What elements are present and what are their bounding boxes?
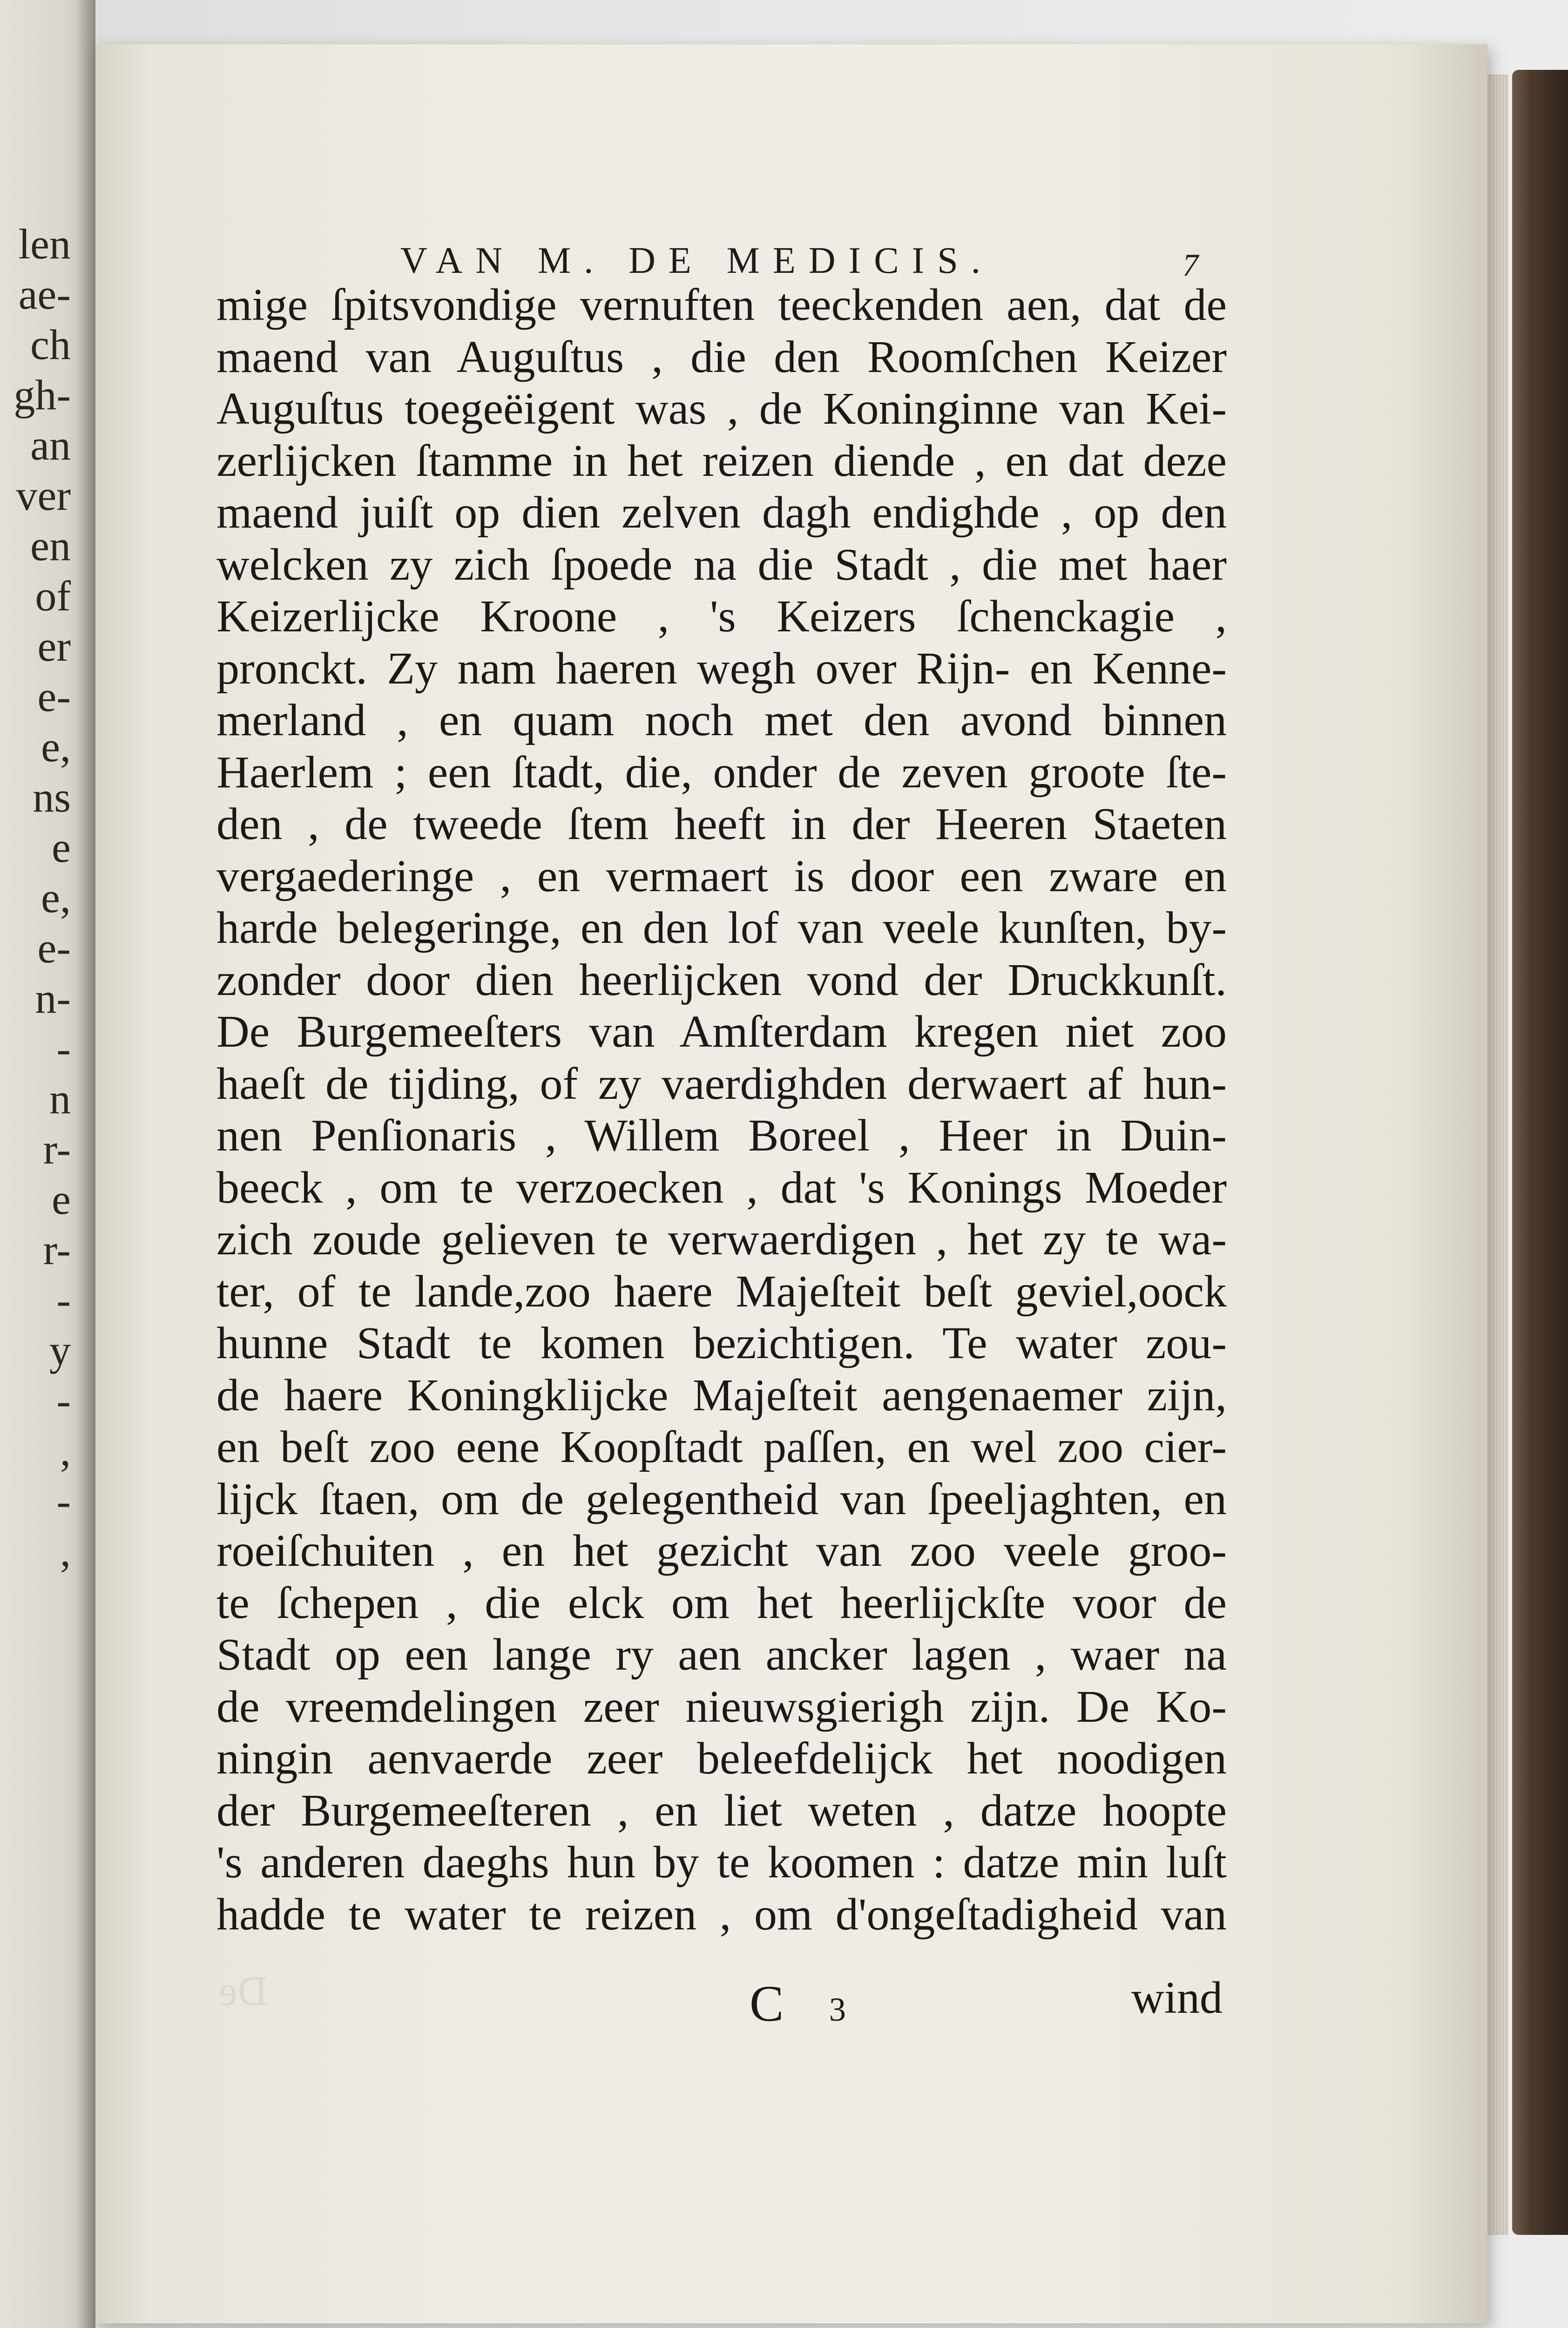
catchword: wind: [1131, 1973, 1223, 2023]
left-page-fragment: n-: [35, 975, 71, 1022]
text-line: vergaederinge , en vermaert is door een zware en: [216, 851, 1227, 901]
text-line: hadde te water te reizen , om d'ongeſtadigheid van: [216, 1889, 1227, 1940]
text-line: Stadt op een lange ry aen ancker lagen , waer na: [216, 1630, 1227, 1680]
text-line: zerlijcken ſtamme in het reizen diende , en dat deze: [216, 435, 1227, 486]
left-page-fragment: e-: [37, 924, 71, 972]
text-line: beeck , om te verzoecken , dat 's Konings Moeder: [216, 1162, 1227, 1213]
left-page-fragment: e: [52, 1176, 71, 1223]
left-page-fragment: -: [56, 1377, 71, 1424]
left-page-text-fragments: [0, 219, 88, 1577]
text-line: te ſchepen , die elck om het heerlijckſte voor de: [216, 1577, 1227, 1628]
left-page-fragment: e-: [37, 673, 71, 720]
left-page-fragment: r-: [43, 1226, 71, 1273]
left-page-fragment: -: [56, 1477, 71, 1525]
left-page-fragment: ,: [60, 1528, 71, 1575]
book-binding: [1512, 70, 1568, 2235]
text-line: ningin aenvaerde zeer beleefdelijck het noodigen: [216, 1733, 1227, 1784]
text-line: hunne Stadt te komen bezichtigen. Te water zou-: [216, 1318, 1227, 1368]
show-through-text: De: [219, 1968, 268, 2014]
text-line: merland , en quam noch met den avond binnen: [216, 695, 1227, 745]
text-line: lijck ſtaen, om de gelegentheid van ſpeeljaghten, en: [216, 1474, 1227, 1524]
text-line: De Burgemeeſters van Amſterdam kregen niet zoo: [216, 1007, 1227, 1057]
text-line: 's anderen daeghs hun by te koomen : datze min luſt: [216, 1837, 1227, 1888]
text-line: de vreemdelingen zeer nieuwsgierigh zijn. De Ko-: [216, 1681, 1227, 1732]
left-page-fragment: -: [56, 1025, 71, 1072]
left-page-fragment: n: [49, 1075, 71, 1123]
running-title: VAN M. DE MEDICIS.: [400, 240, 994, 281]
left-page-fragment: e,: [41, 874, 71, 921]
left-page-fragment: er: [37, 623, 71, 670]
page-number: 7: [1183, 247, 1198, 283]
left-page-fragment: en: [30, 522, 71, 569]
left-page-fragment: y: [49, 1326, 71, 1374]
text-line: maend juiſt op dien zelven dagh endighde , op den: [216, 487, 1227, 538]
gutter-shadow: [77, 0, 95, 2328]
left-page-fragment: r-: [43, 1125, 71, 1173]
left-page-fragment: e,: [41, 723, 71, 771]
left-page-fragment: -: [56, 1276, 71, 1324]
text-line: zich zoude gelieven te verwaerdigen , het zy te wa-: [216, 1214, 1227, 1265]
left-page-fragment: of: [35, 572, 71, 620]
left-page-fragment: ch: [30, 321, 71, 368]
signature-letter: C: [750, 1975, 784, 2032]
text-line: de haere Koningklijcke Majeſteit aengenaemer zijn,: [216, 1370, 1227, 1421]
page-block-edge: [1487, 74, 1508, 2235]
left-page-fragment: len: [18, 220, 71, 268]
text-line: den , de tweede ſtem heeft in der Heeren Staeten: [216, 799, 1227, 849]
left-page-fragment: gh-: [14, 371, 71, 419]
text-line: zonder door dien heerlijcken vond der Druckkunſt.: [216, 954, 1227, 1005]
left-page-fragment: an: [30, 421, 71, 469]
text-line: harde belegeringe, en den lof van veele kunſten, by-: [216, 903, 1227, 953]
signature-mark: [750, 1974, 846, 2033]
text-line: Haerlem ; een ſtadt, die, onder de zeven groote ſte-: [216, 747, 1227, 798]
left-page-fragment: ns: [33, 773, 71, 821]
text-line: pronckt. Zy nam haeren wegh over Rijn- en Kenne-: [216, 643, 1227, 694]
text-line: mige ſpitsvondige vernuften teeckenden aen, dat de: [216, 280, 1227, 330]
text-line: en beſt zoo eene Koopſtadt paſſen, en wel zoo cier-: [216, 1422, 1227, 1472]
signature-number: 3: [829, 1991, 846, 2028]
text-line: Auguſtus toegeëigent was , de Koninginne van Kei-: [216, 384, 1227, 434]
text-line: Keizerlijcke Kroone , 's Keizers ſchenckagie ,: [216, 591, 1227, 642]
left-page-fragment: ver: [16, 472, 71, 519]
text-line: ter, of te lande,zoo haere Majeſteit beſt geviel,oock: [216, 1266, 1227, 1317]
left-page-edge: [0, 0, 95, 2328]
body-text: [216, 279, 1227, 1941]
left-page-fragment: ae-: [18, 271, 71, 318]
left-page-fragment: ,: [60, 1427, 71, 1475]
text-line: nen Penſionaris , Willem Boreel , Heer in Duin-: [216, 1110, 1227, 1161]
text-line: der Burgemeeſteren , en liet weten , datze hoopte: [216, 1785, 1227, 1836]
text-line: maend van Auguſtus , die den Roomſchen Keizer: [216, 332, 1227, 382]
text-line: welcken zy zich ſpoede na die Stadt , die met haer: [216, 539, 1227, 590]
left-page-fragment: e: [52, 824, 71, 871]
text-line: haeſt de tijding, of zy vaerdighden derwaert af hun-: [216, 1058, 1227, 1109]
text-line: roeiſchuiten , en het gezicht van zoo veele groo-: [216, 1526, 1227, 1576]
